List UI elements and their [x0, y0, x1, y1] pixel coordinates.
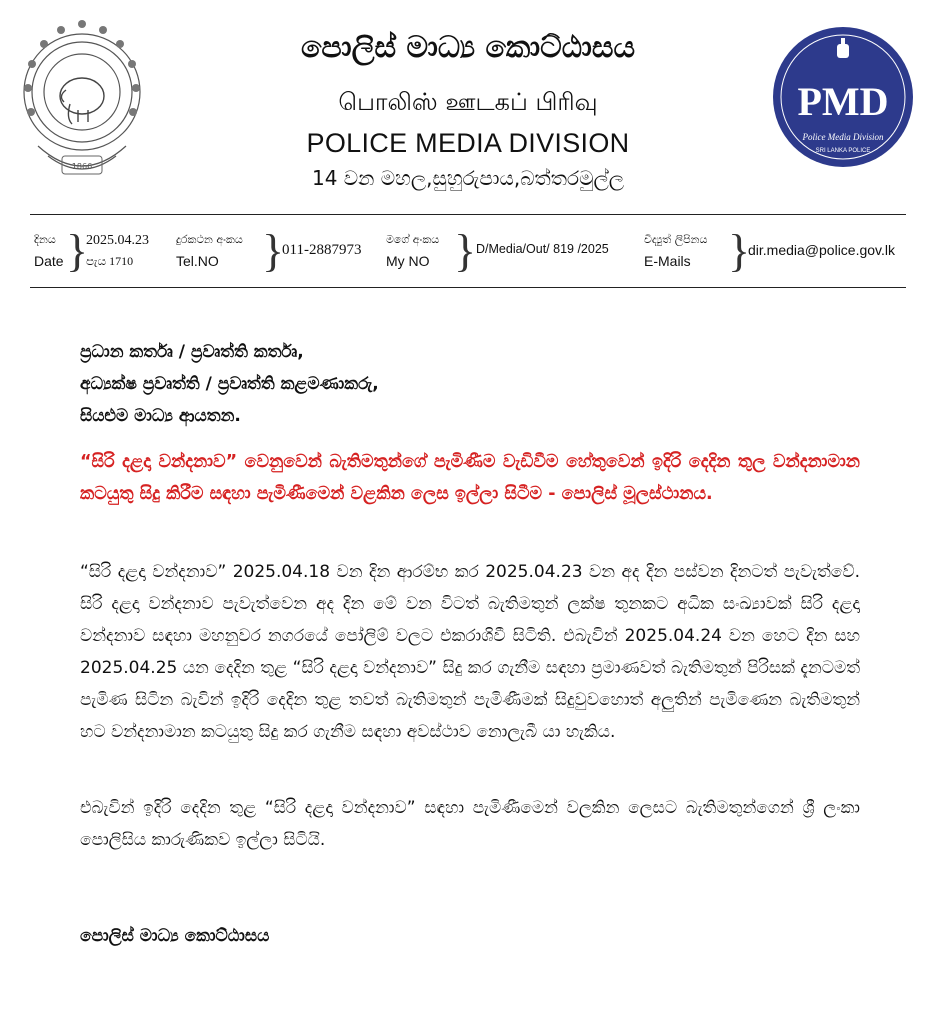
signoff: පොලිස් මාධ්‍ය කොට්ඨාසය: [80, 926, 270, 946]
pmd-country: SRI LANKA POLICE: [815, 148, 871, 154]
body-paragraph-2: එබැවින් ඉදිරි දෙදින තුළ “සිරි දළදා වන්දනාව” සඳහා පැමිණීමෙන් වලකින ලෙසට බැතිමතුන්ගෙන් ශ්‍රී ලංකා පොලිසිය කාරුණිකව ඉල්ලා සිටියි.: [80, 798, 860, 850]
date-value: 2025.04.23: [86, 233, 149, 248]
tel-value: 011-2887973: [282, 242, 362, 258]
pmd-logo-icon: [772, 22, 914, 172]
addressee-line: අධ්‍යක්ෂ ප්‍රවෘත්ති / ප්‍රවෘත්ති කළමණාකරු,: [80, 374, 379, 394]
title-english: POLICE MEDIA DIVISION: [306, 128, 630, 158]
svg-text:1866: 1866: [71, 162, 93, 171]
email-value: dir.media@police.gov.lk: [748, 242, 896, 258]
addressee-block: [80, 336, 379, 432]
date-label: දිනය Date: [34, 233, 64, 269]
brace-1: }: [66, 225, 89, 276]
headline: “සිරි දළදා වන්දනාව” වෙනුවෙන් බැතිමතුන්ගේ පැමිණීම වැඩිවීම හේතුවෙන් ඉදිරි දෙදින තුල වන්දනාමාන කටයුතු සිදු කිරීම සඳහා පැමිණීමෙන් වළකින ලෙස ඉල්ලා සිටීම - පොලිස් මූලස්ථානය.: [80, 452, 860, 504]
pmd-text: PMD: [797, 79, 889, 124]
tel-label: දුරකථන අංකය Tel.NO: [176, 233, 243, 269]
brace-4: }: [728, 225, 751, 276]
header-rule-top: [30, 214, 906, 215]
title-tamil: பொலிஸ் ஊடகப் பிரிவு: [338, 88, 598, 116]
police-emblem-icon: [18, 6, 146, 192]
ref-label: මගේ අංකය My NO: [386, 233, 440, 269]
addressee-line: ප්‍රධාන කර්තෘ / ප්‍රවෘත්ති කර්තෘ,: [80, 342, 304, 362]
email-label: විද්‍යුත් ලිපිනය E-Mails: [644, 233, 708, 269]
brace-2: }: [262, 225, 285, 276]
brace-3: }: [454, 225, 477, 276]
pmd-subtext: Police Media Division: [802, 132, 884, 142]
header-rule-bottom: [30, 287, 906, 288]
title-sinhala: පොලිස් මාධ්‍ය කොට්ඨාසය: [300, 30, 636, 65]
time-value: පැය 1710: [86, 254, 134, 268]
ref-value: D/Media/Out/ 819 /2025: [476, 242, 609, 256]
addressee-line: සියළුම මාධ්‍ය ආයතන.: [80, 406, 241, 426]
address: 14 වන මහල,සුහුරුපාය,බත්තරමුල්ල: [312, 166, 624, 190]
body-paragraph-1: “සිරි දළදා වන්දනාව” 2025.04.18 වන දින ආරම්භ කර 2025.04.23 වන අද දින පස්වන දිනටත් පැවැත්වේ. සිරි දළදා වන්දනාව පැවැත්වෙන අද දින මේ වන විටත් බැතිමතුන් ලක්ෂ තුනකට අධික සංඛ්‍යාවක් සිරි දළදා වන්දනාව සඳහා මහනුවර නගරයේ පෝලිම් වලට එකරාශිවී සිටිති. එබැවින් 2025.04.24 වන හෙට දින සහ 2025.04.25 යන දෙදින තුළ “සිරි දළදා වන්දනාව” සිදු කර ගැනීම සඳහා ප්‍රමාණවත් බැතිමතුන් පිරිසක් දැනටමත් පැමිණ සිටින බැවින් ඉදිරි දෙදින තුළ තවත් බැතිමතුන් පැමිණීමක් සිදුවුවහොත් අලුතින් පැමිණෙන බැතිමතුන් හට වන්දනාමාන කටයුතු සිදු කර ගැනීම සඳහා අවස්ථාව නොලැබී යා හැකිය.: [80, 562, 860, 742]
